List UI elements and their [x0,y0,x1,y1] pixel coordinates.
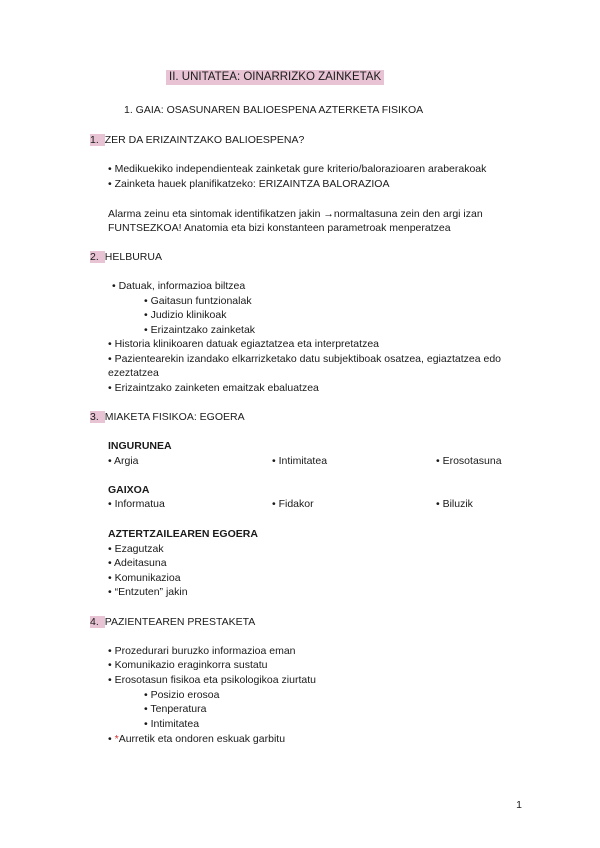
list-item: • Erizaintzako zainketen emaitzak ebaluatzea [108,382,319,394]
list-item: • Erizaintzako zainketak [144,324,256,336]
page-title: II. UNITATEA: OINARRIZKO ZAINKETAK [166,70,384,85]
list-item: • Fidakor [272,498,314,510]
group-label: INGURUNEA [108,440,172,452]
list-item: • Judizio klinikoak [144,309,227,321]
list-item: • Informatua [108,498,165,510]
list-item: • Historia klinikoaren datuak egiaztatzea eta interpretatzea [108,338,379,350]
section-title: ZER DA ERIZAINTZAKO BALIOESPENA? [104,134,305,146]
list-item: • Argia [108,455,139,467]
group-label: GAIXOA [108,484,150,496]
page-number: 1 [516,799,522,811]
list-item-text: Aurretik eta ondoren eskuak garbitu [118,733,286,745]
list-item: ezeztatzea [108,367,159,379]
list-item: • Adeitasuna [108,557,167,569]
section-number: 3. [90,411,105,423]
section-title: HELBURUA [104,251,162,263]
list-item: • “Entzuten” jakin [108,586,188,598]
group-label: AZTERTZAILEAREN EGOERA [108,528,258,540]
list-item: • Posizio erosoa [144,689,220,701]
section-1-heading [90,134,304,147]
list-item: • Erosotasun fisikoa eta psikologikoa ziurtatu [108,674,316,686]
list-item: • Pazientearekin izandako elkarrizketako datu subjektiboak osatzea, egiaztatzea edo [108,353,502,365]
paragraph-line: Alarma zeinu eta sintomak identifikatzen jakin →normaltasuna zein den argi izan [108,208,483,220]
section-3-heading [90,411,245,424]
asterisk-marker: * [114,733,119,745]
list-item: • Datuak, informazioa biltzea [112,280,246,292]
list-item: • Komunikazioa [108,572,181,584]
list-item: • Zainketa hauek planifikatzeko: ERIZAINTZA BALORAZIOA [108,178,390,190]
list-item: • Intimitatea [144,718,200,730]
section-title: MIAKETA FISIKOA: EGOERA [104,411,245,423]
page-subtitle: 1. GAIA: OSASUNAREN BALIOESPENA AZTERKETA FISIKOA [124,104,424,116]
list-item: • Medikuekiko independienteak zainketak gure kriterio/balorazioaren araberakoak [108,163,487,175]
section-number: 1. [90,134,105,146]
list-item: • Tenperatura [144,703,207,715]
bullet-dot: • [108,733,115,745]
list-item [108,733,285,746]
section-2-heading [90,251,162,264]
section-number: 2. [90,251,105,263]
list-item: • Intimitatea [272,455,328,467]
list-item: • Gaitasun funtzionalak [144,295,252,307]
list-item: • Prozedurari buruzko informazioa eman [108,645,296,657]
list-item: • Ezagutzak [108,543,164,555]
section-title: PAZIENTEAREN PRESTAKETA [104,616,256,628]
paragraph-line: FUNTSEZKOA! Anatomia eta bizi konstanteen parametroak menperatzea [108,222,451,234]
list-item: • Erosotasuna [436,455,502,467]
list-item: • Komunikazio eraginkorra sustatu [108,659,268,671]
section-number: 4. [90,616,105,628]
list-item: • Biluzik [436,498,473,510]
section-4-heading [90,616,255,629]
